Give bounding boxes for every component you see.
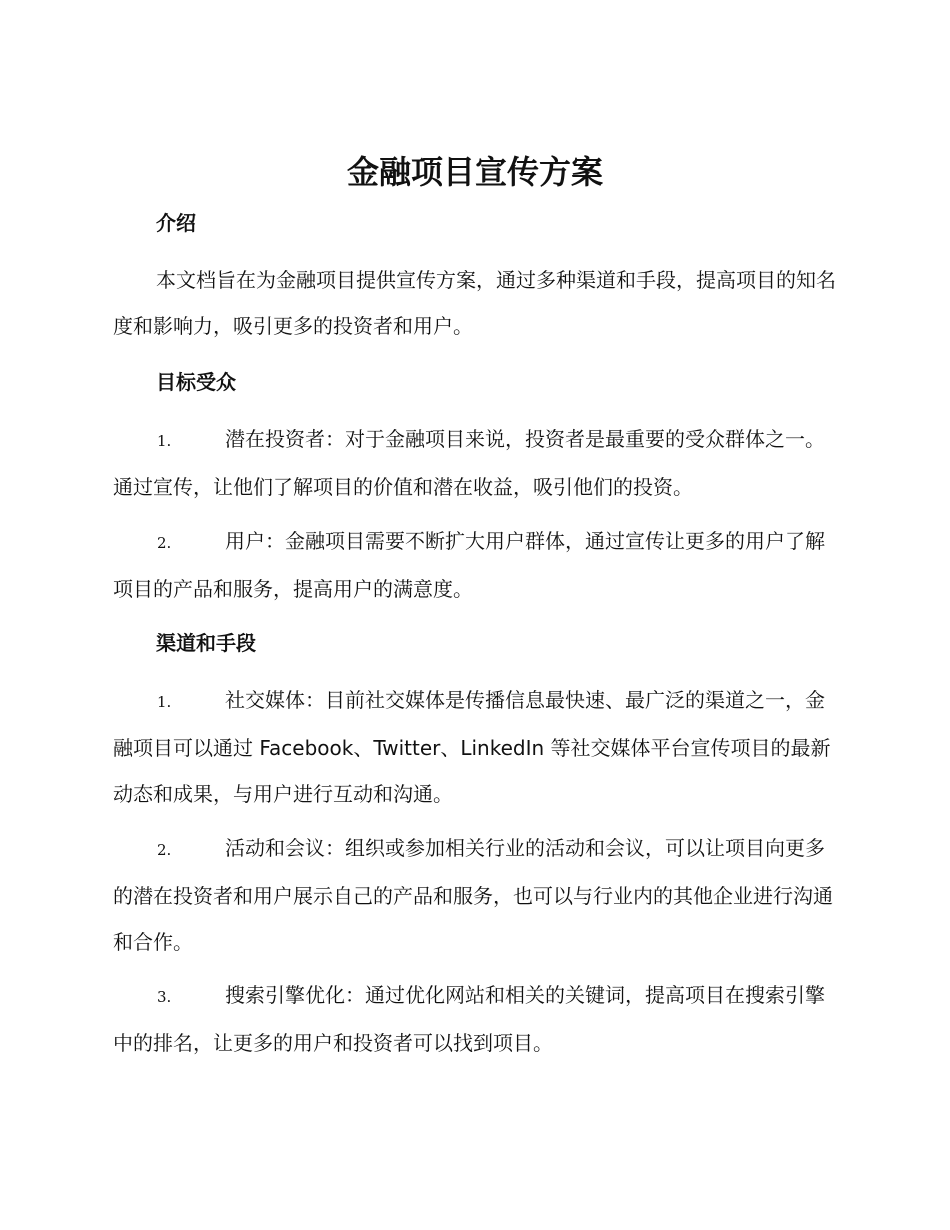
list-item-text: 搜索引擎优化：通过优化网站和相关的关键词，提高项目在搜索引擎中的排名，让更多的用户和投资者可以找到项目。: [113, 983, 825, 1055]
list-item-text: 潜在投资者：对于金融项目来说，投资者是最重要的受众群体之一。通过宣传，让他们了解项目的价值和潜在收益，吸引他们的投资。: [113, 427, 825, 499]
intro-paragraph: 本文档旨在为金融项目提供宣传方案，通过多种渠道和手段，提高项目的知名度和影响力，吸引更多的投资者和用户。: [113, 268, 836, 338]
channels-list-item: [113, 972, 837, 1066]
list-item-text: 社交媒体：目前社交媒体是传播信息最快速、最广泛的渠道之一，金融项目可以通过 Facebook、Twitter、LinkedIn 等社交媒体平台宣传项目的最新动态和成果，与用户进行互动和沟通。: [113, 688, 831, 806]
list-item-text: 用户：金融项目需要不断扩大用户群体，通过宣传让更多的用户了解项目的产品和服务，提高用户的满意度。: [113, 529, 825, 601]
channels-list-item: [113, 677, 837, 817]
document-title: 金融项目宣传方案: [346, 153, 603, 191]
list-number: 1.: [157, 693, 172, 711]
list-number: 2.: [157, 841, 172, 859]
list-number: 2.: [157, 534, 172, 552]
channels-heading: 渠道和手段: [156, 631, 256, 655]
channels-list-item: [113, 825, 837, 965]
audience-heading: 目标受众: [156, 370, 236, 394]
intro-heading: 介绍: [156, 211, 196, 235]
audience-list-item: [113, 416, 837, 510]
list-number: 1.: [157, 432, 172, 450]
list-item-text: 活动和会议：组织或参加相关行业的活动和会议，可以让项目向更多的潜在投资者和用户展示自己的产品和服务，也可以与行业内的其他企业进行沟通和合作。: [113, 836, 833, 954]
list-number: 3.: [157, 988, 172, 1006]
audience-list-item: [113, 518, 837, 612]
